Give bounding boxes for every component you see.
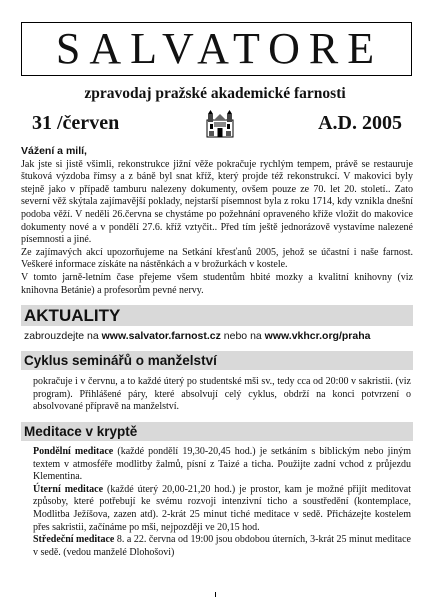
church-facade-icon — [204, 110, 236, 138]
salvator-link[interactable]: www.salvator.farnost.cz — [101, 330, 221, 342]
meditace-item-text: (každé pondělí 19,30-20,45 hod.) je setkáním s biblickým nebo jiným textem v atmosféře modlitby žalmů, písní z Taizé a ticha. Použijte zadní vchod z průjezdu Klementina. — [33, 446, 411, 483]
meditace-section — [33, 446, 411, 559]
meditace-item-title: Středeční meditace — [33, 534, 115, 546]
intro-paragraph: Jak jste si jistě všimli, rekonstrukce jižní věže pokračuje rychlým tempem, právě se restauruje štuková výzdoba římsy a z báně byl snat kříž, který projde též rekonstrukcí. V makovici byly stejně jako v případě tamburu nalezeny dokumenty, ovšem pouze ze 70. let 20. století.. Zato severní věž skýtala zajímavější poklady, nejstarší písemnost byla z roku 1714, kdy vznikla dnešní podoba věží. V neděli 26.června se chystáme po požehnání opraveného kříže vložit do makovice dokumenty nové a v pondělí 27.6. kříž vztyčit.. Před tím ještě jednorázově vystavíme nalezené písemnosti a jiné. — [21, 158, 413, 246]
intro-section — [21, 145, 413, 297]
links-middle: nebo na — [220, 330, 265, 342]
aktuality-heading: AKTUALITY — [21, 305, 413, 326]
intro-paragraph: V tomto jarně-letním čase přejeme všem studentům hbité mozky a kvalitní knihovny (viz knihovna Betánie) a profesorům pevné nervy. — [21, 271, 413, 296]
meditace-item — [33, 446, 411, 484]
greeting: Vážení a milí, — [21, 145, 87, 157]
page-divider-mark — [215, 592, 216, 597]
links-prefix: zabrouzdejte na — [24, 330, 102, 342]
meditace-item-title: Úterní meditace — [33, 483, 104, 495]
newsletter-subtitle: zpravodaj pražské akademické farnosti — [84, 85, 346, 102]
masthead-frame — [21, 22, 412, 76]
meditace-heading: Meditace v kryptě — [21, 422, 413, 441]
issue-row — [32, 110, 402, 140]
masthead-title: SALVATORE — [55, 24, 384, 73]
vkhcr-link[interactable]: www.vkhcr.org/praha — [264, 330, 371, 342]
meditace-item-text: 8. a 22. června od 19:00 jsou obdobou úterních, 3-krát 25 minut meditace v sedě. (vedou manželé Dlohošovi) — [33, 534, 411, 558]
intro-paragraph: Ze zajímavých akcí upozorňujeme na Setkání křesťanů 2005, jehož se účastní i naše farnost. Veškeré informace získáte na nástěnkách a v brožurkách v kostele. — [21, 246, 413, 271]
meditace-item-text: (každé úterý 20,00-21,20 hod.) je prostor, kam je možné přijít meditovat způsoby, které potřebují ke svému rozvoji intenzivní ticho a soustředění (kontemplace, Modlitba Ježíšova, zazen atd). 2-krát 25 minut tiché meditace v sedě. Přicházejte kostelem přes sakristii, začínáme po mši, nejpozději ve 20,15 hod. — [33, 483, 411, 533]
issue-number: 31 /červen — [32, 112, 120, 134]
meditace-item — [33, 534, 411, 559]
cyklus-text: pokračuje i v červnu, a to každé úterý po studentské mši sv., tedy cca od 20:00 v sakristii. (viz program). Přihlášené páry, které absolvují celý cyklus, obdrží na konci potvrzení o absolvované přípravě na manželství. — [33, 376, 411, 413]
aktuality-links — [24, 330, 416, 342]
cyklus-heading: Cyklus seminářů o manželství — [21, 351, 413, 370]
meditace-item-title: Pondělní meditace — [33, 446, 114, 457]
issue-year: A.D. 2005 — [318, 112, 402, 134]
meditace-item — [33, 484, 411, 534]
